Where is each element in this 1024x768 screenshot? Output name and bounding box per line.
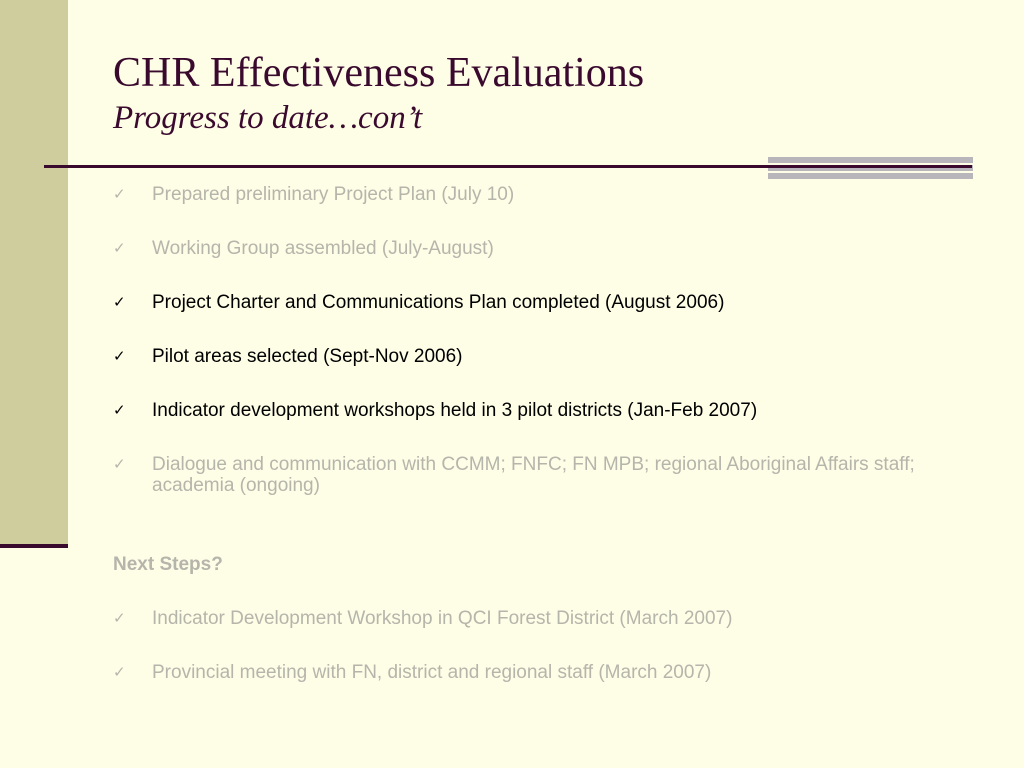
checkmark-icon: ✓ — [113, 609, 126, 627]
title-block — [113, 48, 993, 138]
slide-subtitle: Progress to date…con’t — [113, 100, 423, 136]
title-divider — [44, 165, 972, 168]
left-accent-rule — [0, 544, 68, 548]
progress-item-text: Prepared preliminary Project Plan (July 10) — [152, 184, 515, 205]
progress-item-text: Working Group assembled (July-August) — [152, 238, 494, 259]
left-decorative-band — [0, 0, 68, 548]
gray-accent-bars — [768, 157, 973, 179]
progress-item-text: Indicator development workshops held in 3 pilot districts (Jan-Feb 2007) — [152, 400, 758, 421]
progress-item-4 — [113, 346, 993, 367]
checkmark-icon: ✓ — [113, 455, 126, 473]
slide-body — [113, 184, 993, 683]
checkmark-icon: ✓ — [113, 239, 126, 257]
next-step-item-1 — [113, 608, 993, 629]
progress-item-3 — [113, 292, 993, 313]
checkmark-icon: ✓ — [113, 185, 126, 203]
progress-item-6 — [113, 454, 952, 496]
progress-item-text: Dialogue and communication with CCMM; FNFC; FN MPB; regional Aboriginal Affairs staff; academia (ongoing) — [152, 454, 915, 496]
checkmark-icon: ✓ — [113, 401, 126, 419]
slide-title: CHR Effectiveness Evaluations — [113, 50, 645, 96]
progress-item-1 — [113, 184, 993, 205]
progress-item-2 — [113, 238, 993, 259]
next-steps-heading: Next Steps? — [113, 554, 223, 575]
next-step-item-text: Provincial meeting with FN, district and regional staff (March 2007) — [152, 662, 712, 683]
next-step-item-2 — [113, 662, 993, 683]
progress-item-text: Pilot areas selected (Sept-Nov 2006) — [152, 346, 463, 367]
next-step-item-text: Indicator Development Workshop in QCI Forest District (March 2007) — [152, 608, 733, 629]
checkmark-icon: ✓ — [113, 663, 126, 681]
progress-item-text: Project Charter and Communications Plan completed (August 2006) — [152, 292, 725, 313]
checkmark-icon: ✓ — [113, 347, 126, 365]
checkmark-icon: ✓ — [113, 293, 126, 311]
progress-item-5 — [113, 400, 993, 421]
